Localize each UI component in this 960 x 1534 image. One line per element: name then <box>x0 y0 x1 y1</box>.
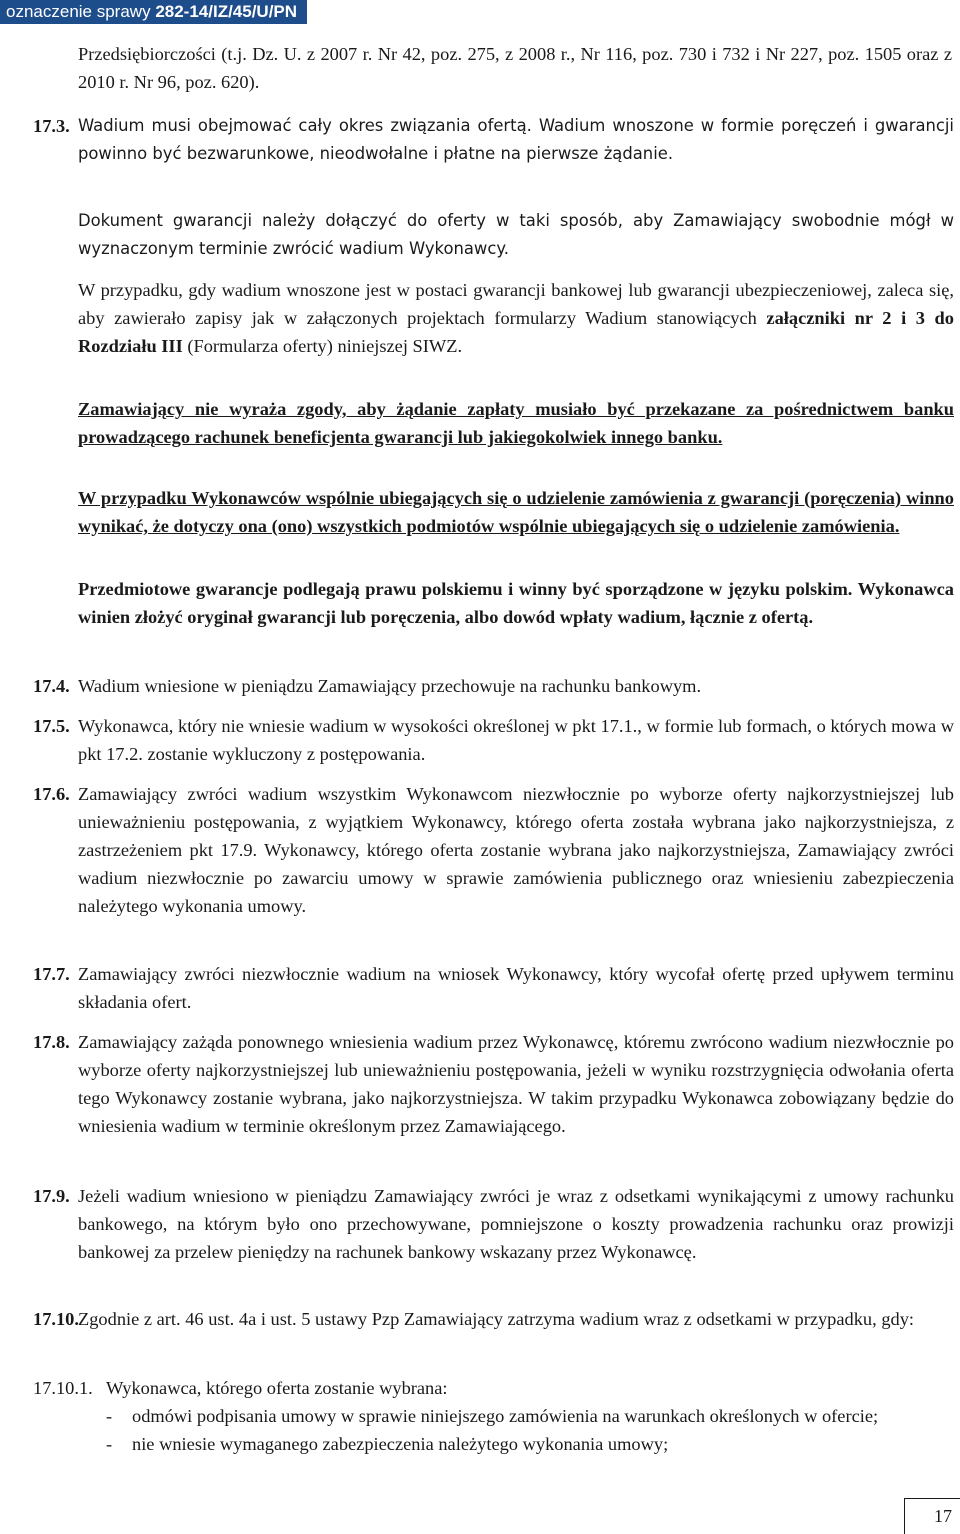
s17-3-paragraph-5: W przypadku Wykonawców wspólnie ubiegających się o udzielenie zamówienia z gwarancji (poręczenia) winno wynikać, że dotyczy ona (ono) wszystkich podmiotów wspólnie ubiegających się o udzielenie zamówienia. <box>78 488 954 536</box>
s17-8-paragraph: Zamawiający zażąda ponownego wniesienia wadium przez Wykonawcę, któremu zwrócono wadium niezwłocznie po wyborze oferty najkorzystniejszej lub unieważnieniu postępowania, jeżeli w wyniku rozstrzygnięcia odwołania oferta tego Wykonawcy zostanie wybrana, jako najkorzystniejsza. W takim przypadku Wykonawca zobowiązany będzie do wniesienia wadium w terminie określonym przez Zamawiającego. <box>78 1032 954 1136</box>
list-item-text: nie wniesie wymaganego zabezpieczenia należytego wykonania umowy; <box>132 1434 669 1454</box>
intro-paragraph: Przedsiębiorczości (t.j. Dz. U. z 2007 r. Nr 42, poz. 275, z 2008 r., Nr 116, poz. 730 i 732 i Nr 227, poz. 1505 oraz z 2010 r. Nr 96, poz. 620). <box>78 44 952 92</box>
section-number-17-9: 17.9. <box>33 1186 70 1206</box>
list-dash: - <box>106 1406 113 1426</box>
s17-3-paragraph-2: Dokument gwarancji należy dołączyć do oferty w taki sposób, aby Zamawiający swobodnie mógł w wyznaczonym terminie zwrócić wadium Wykonawcy. <box>78 211 954 258</box>
list-dash: - <box>106 1434 113 1454</box>
list-item <box>106 1402 954 1430</box>
s17-9-paragraph: Jeżeli wadium wniesiono w pieniądzu Zamawiający zwróci je wraz z odsetkami wynikającymi z umowy rachunku bankowego, na którym było ono przechowywane, pomniejszone o koszty prowadzenia rachunku oraz prowizji bankowej za przelew pieniędzy na rachunek bankowy wskazany przez Wykonawcę. <box>78 1186 954 1262</box>
s17-4-paragraph: Wadium wniesione w pieniądzu Zamawiający przechowuje na rachunku bankowym. <box>78 676 702 696</box>
list-item-text: odmówi podpisania umowy w sprawie niniejszego zamówienia na warunkach określonych w ofercie; <box>132 1406 879 1426</box>
s17-3-paragraph-6: Przedmiotowe gwarancje podlegają prawu polskiemu i winny być sporządzone w języku polskim. Wykonawca winien złożyć oryginał gwarancji lub poręczenia, albo dowód wpłaty wadium, łącznie z ofertą. <box>78 579 954 627</box>
list-item <box>106 1430 954 1458</box>
section-number-17-4: 17.4. <box>33 676 70 696</box>
s17-10-1-paragraph: Wykonawca, którego oferta zostanie wybrana: <box>106 1378 448 1398</box>
document-header <box>0 0 307 24</box>
section-number-17-7: 17.7. <box>33 964 70 984</box>
section-number-17-10: 17.10. <box>33 1309 79 1329</box>
s17-10-paragraph: Zgodnie z art. 46 ust. 4a i ust. 5 ustawy Pzp Zamawiający zatrzyma wadium wraz z odsetkami w przypadku, gdy: <box>78 1309 915 1329</box>
header-prefix: oznaczenie sprawy <box>6 2 156 21</box>
section-number-17-3: 17.3. <box>33 116 70 136</box>
section-number-17-10-1: 17.10.1. <box>33 1378 93 1398</box>
s17-3-p3-text-a: W przypadku, gdy wadium wnoszone jest w postaci gwarancji bankowej lub gwarancji ubezpieczeniowej, zaleca się, aby zawierało zapisy jak w załączonych projektach formularzy Wadium stanowiących <box>78 280 954 328</box>
s17-5-paragraph: Wykonawca, który nie wniesie wadium w wysokości określonej w pkt 17.1., w formie lub formach, o których mowa w pkt 17.2. zostanie wykluczony z postępowania. <box>78 716 954 764</box>
s17-10-1-list <box>106 1402 954 1458</box>
s17-6-paragraph: Zamawiający zwróci wadium wszystkim Wykonawcom niezwłocznie po wyborze oferty najkorzystniejszej lub unieważnieniu postępowania, z wyjątkiem Wykonawcy, którego oferta została wybrana jako najkorzystniejsza, z zastrzeżeniem pkt 17.9. Wykonawcy, którego oferta zostanie wybrana jako najkorzystniejsza, Zamawiający zwróci wadium niezwłocznie po zawarciu umowy w sprawie zamówienia publicznego oraz wniesieniu zabezpieczenia należytego wykonania umowy. <box>78 784 954 916</box>
section-number-17-8: 17.8. <box>33 1032 70 1052</box>
section-number-17-6: 17.6. <box>33 784 70 804</box>
s17-3-p3-text-c: (Formularza oferty) niniejszej SIWZ. <box>182 336 463 356</box>
s17-3-paragraph-4: Zamawiający nie wyraża zgody, aby żądanie zapłaty musiało być przekazane za pośrednictwem banku prowadzącego rachunek beneficjenta gwarancji lub jakiegokolwiek innego banku. <box>78 399 954 447</box>
attachments-reference: załączniki nr 2 i 3 do Rozdziału III <box>78 308 954 356</box>
case-number: 282-14/IZ/45/U/PN <box>155 2 298 21</box>
s17-3-paragraph-1: Wadium musi obejmować cały okres związania ofertą. Wadium wnoszone w formie poręczeń i gwarancji powinno być bezwarunkowe, nieodwołalne i płatne na pierwsze żądanie. <box>78 116 954 163</box>
s17-7-paragraph: Zamawiający zwróci niezwłocznie wadium na wniosek Wykonawcy, który wycofał ofertę przed upływem terminu składania ofert. <box>78 964 954 1012</box>
s17-3-paragraph-3 <box>78 276 954 360</box>
page-number: 17 <box>904 1498 960 1534</box>
section-number-17-5: 17.5. <box>33 716 70 736</box>
